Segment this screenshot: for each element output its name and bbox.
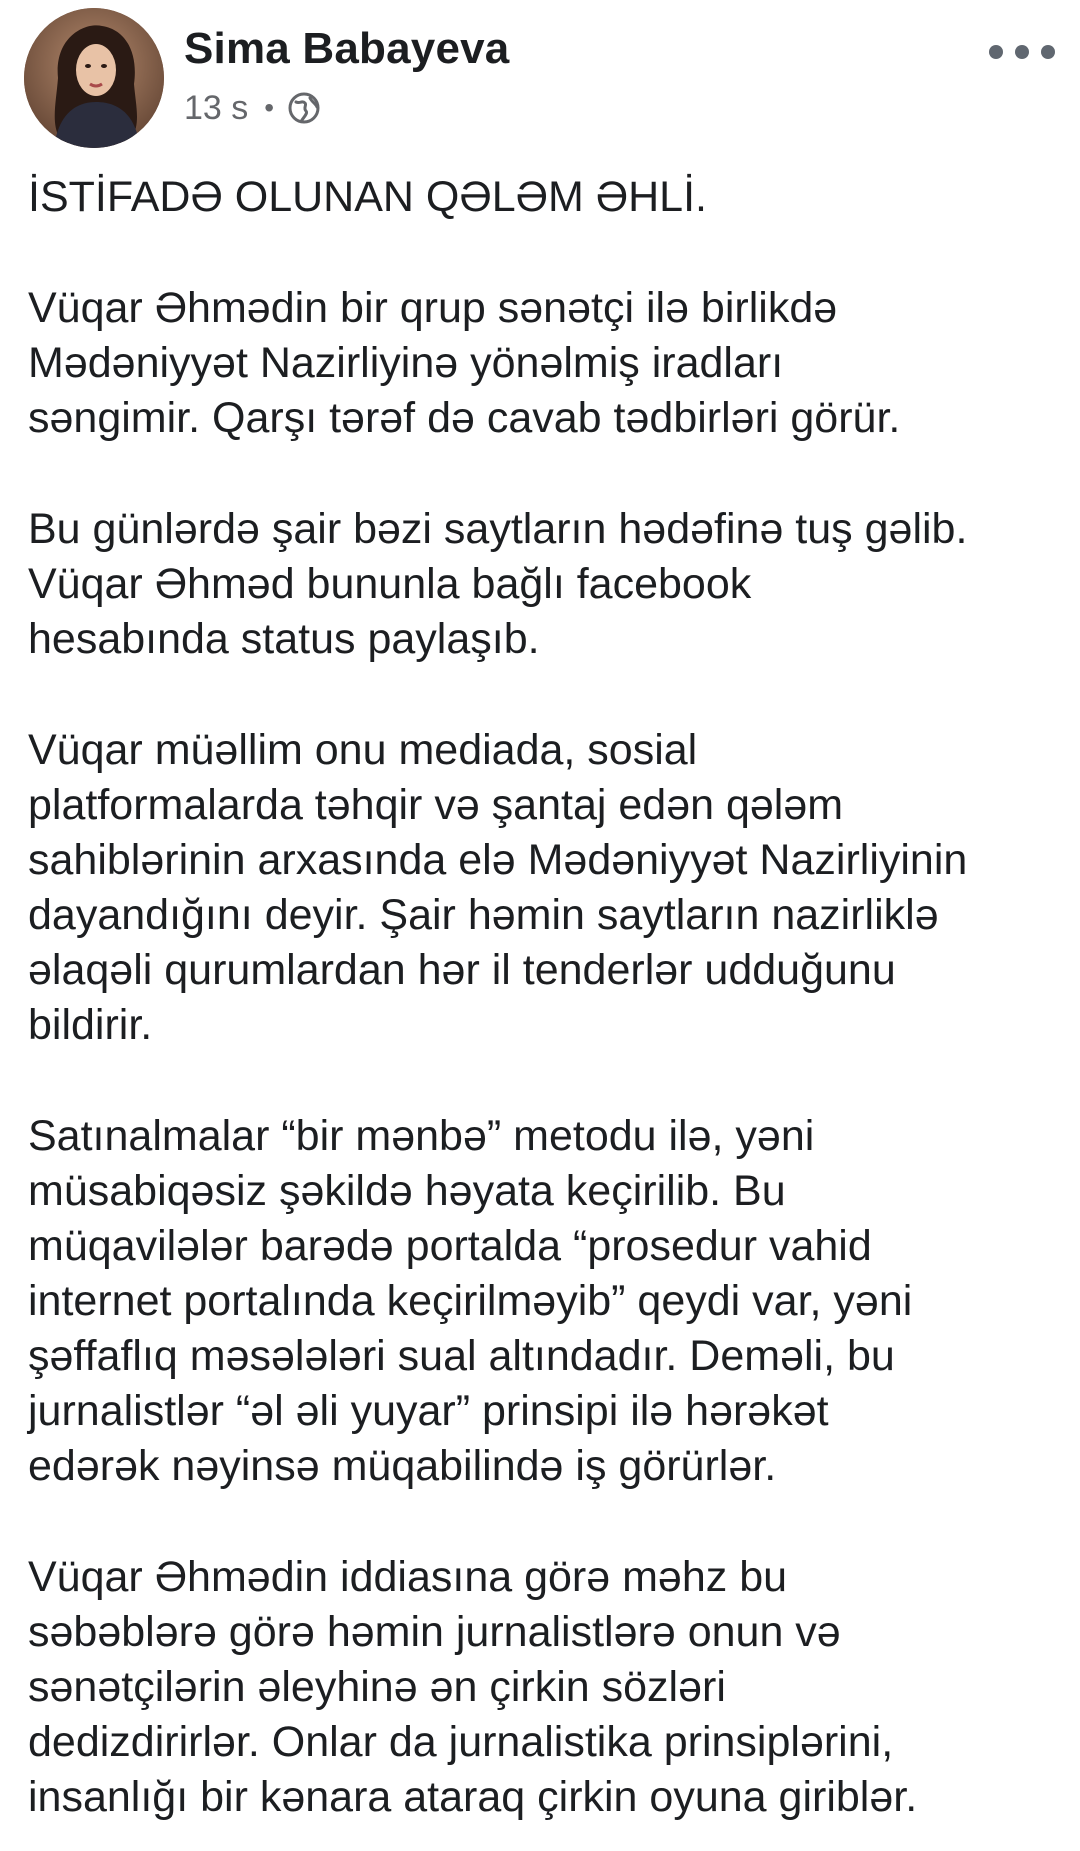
- post-text: [28, 170, 1058, 1851]
- post-timestamp[interactable]: 13 s: [184, 88, 249, 127]
- post-meta: [184, 88, 322, 128]
- post-header: [0, 0, 1080, 160]
- post-paragraph: Vüqar Əhmədin bir qrup sənətçi ilə birlikdə Mədəniyyət Nazirliyinə yönəlmiş iradları səngimir. Qarşı tərəf də cavab tədbirləri görür.: [28, 284, 901, 442]
- avatar[interactable]: [24, 8, 164, 148]
- globe-icon: [286, 90, 322, 126]
- meta-separator: •: [264, 92, 275, 123]
- post-paragraph: Satınalmalar “bir mənbə” metodu ilə, yəni müsabiqəsiz şəkildə həyata keçirilib. Bu müqavilələr barədə portalda “prosedur vahid internet portalında keçirilməyib” qeydi var, yəni şəffaflıq məsələləri sual altındadır. Deməli, bu jurnalistlər “əl əli yuyar” prinsipi ilə hərəkət edərək nəyinsə müqabilində iş görürlər.: [28, 1112, 913, 1490]
- more-horizontal-icon: [984, 42, 1060, 62]
- post-paragraph: Vüqar Əhmədin iddiasına görə məhz bu səbəblərə görə həmin jurnalistlərə onun və sənətçilərin əleyhinə ən çirkin sözləri dedizdirirlər. Onlar da jurnalistika prinsiplərini, insanlığı bir kənara ataraq çirkin oyuna giriblər.: [28, 1553, 918, 1821]
- more-options-button[interactable]: [984, 30, 1060, 74]
- profile-photo: [24, 8, 164, 148]
- post-paragraph: Vüqar müəllim onu mediada, sosial platformalarda təhqir və şantaj edən qələm sahiblərinin arxasında elə Mədəniyyət Nazirliyinin dayandığını deyir. Şair həmin saytların nazirliklə əlaqəli qurumlardan hər il tenderlər udduğunu bildirir.: [28, 726, 968, 1049]
- post-paragraph: Bu günlərdə şair bəzi saytların hədəfinə tuş gəlib. Vüqar Əhməd bununla bağlı facebook hesabında status paylaşıb.: [28, 505, 968, 663]
- post-title: İSTİFADƏ OLUNAN QƏLƏM ƏHLİ.: [28, 173, 707, 221]
- author-name[interactable]: Sima Babayeva: [184, 24, 510, 73]
